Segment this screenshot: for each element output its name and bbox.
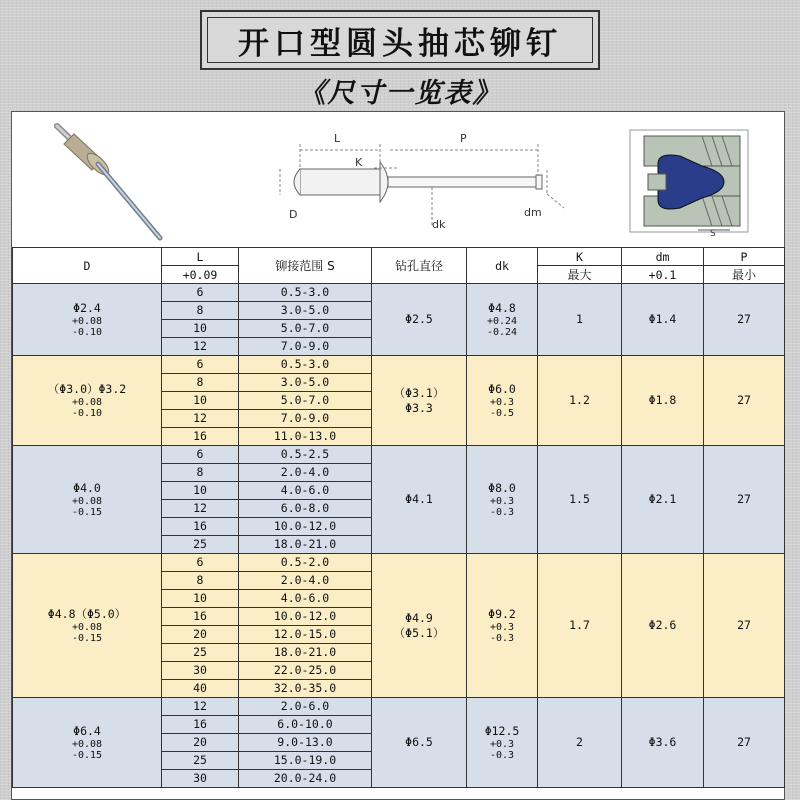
d-tol-plus: +0.08	[71, 316, 103, 327]
cell-L: 8	[162, 302, 239, 320]
cell-P: 27	[704, 356, 785, 446]
header-P-sub: 最小	[704, 266, 785, 284]
header-K: K	[538, 248, 622, 266]
table-row	[13, 356, 785, 374]
cell-K: 1.2	[538, 356, 622, 446]
cell-dm: Φ2.1	[622, 446, 704, 554]
cell-L: 12	[162, 410, 239, 428]
dk-value: Φ12.5	[484, 724, 520, 738]
cell-S: 6.0-8.0	[239, 500, 372, 518]
cell-L: 30	[162, 662, 239, 680]
rivet-dimension-drawing	[280, 132, 564, 231]
d-value: Φ4.0	[73, 481, 101, 495]
d-tol-minus: -0.15	[71, 507, 103, 518]
cell-S: 0.5-2.0	[239, 554, 372, 572]
rivet-photo	[57, 126, 160, 238]
diagram-panel	[12, 112, 784, 247]
dk-value: Φ4.8	[488, 301, 516, 315]
cell-L: 30	[162, 770, 239, 788]
cell-L: 16	[162, 608, 239, 626]
cell-L: 20	[162, 734, 239, 752]
cell-hole	[372, 554, 467, 698]
header-P: P	[704, 248, 785, 266]
table-row	[13, 284, 785, 302]
cell-S: 0.5-3.0	[239, 284, 372, 302]
cell-K: 1	[538, 284, 622, 356]
dk-tol-plus: +0.24	[486, 316, 518, 327]
d-value: Φ2.4	[73, 301, 101, 315]
table-body	[13, 284, 785, 788]
cell-P: 27	[704, 446, 785, 554]
cell-dk	[467, 446, 538, 554]
cell-K: 1.5	[538, 446, 622, 554]
cell-S: 20.0-24.0	[239, 770, 372, 788]
cell-S: 3.0-5.0	[239, 374, 372, 392]
cell-S: 12.0-15.0	[239, 626, 372, 644]
header-L-tol: +0.09	[162, 266, 239, 284]
cell-D	[13, 446, 162, 554]
cell-L: 6	[162, 356, 239, 374]
cell-L: 10	[162, 392, 239, 410]
d-value: （Φ3.0）Φ3.2	[47, 382, 127, 396]
hole-value: （Φ3.1）	[393, 385, 445, 400]
cell-hole	[372, 356, 467, 446]
cell-dm: Φ2.6	[622, 554, 704, 698]
cell-L: 10	[162, 482, 239, 500]
d-tol-minus: -0.15	[71, 750, 103, 761]
cell-dm: Φ3.6	[622, 698, 704, 788]
header-L: L	[162, 248, 239, 266]
cell-D	[13, 554, 162, 698]
hole-value: Φ6.5	[405, 735, 433, 749]
d-tol-minus: -0.10	[71, 327, 103, 338]
cell-S: 7.0-9.0	[239, 338, 372, 356]
d-tol-plus: +0.08	[71, 397, 103, 408]
label-dm: dm	[524, 206, 542, 219]
cell-L: 8	[162, 464, 239, 482]
cell-L: 25	[162, 752, 239, 770]
hole-value: （Φ5.1）	[393, 625, 445, 640]
spec-sheet	[11, 111, 785, 800]
header-hole: 钻孔直径	[372, 248, 467, 284]
cell-S: 11.0-13.0	[239, 428, 372, 446]
dk-value: Φ9.2	[488, 607, 516, 621]
dk-tol-minus: -0.3	[489, 507, 515, 518]
table-row	[13, 554, 785, 572]
d-value: Φ6.4	[73, 724, 101, 738]
cell-L: 8	[162, 374, 239, 392]
cell-dk	[467, 284, 538, 356]
header-S: 铆接范围 S	[239, 248, 372, 284]
label-dk: dk	[432, 218, 446, 231]
cell-hole	[372, 446, 467, 554]
dk-tol-plus: +0.3	[489, 622, 515, 633]
cell-L: 40	[162, 680, 239, 698]
cell-L: 16	[162, 716, 239, 734]
cell-S: 5.0-7.0	[239, 320, 372, 338]
cell-S: 3.0-5.0	[239, 302, 372, 320]
dimension-table	[12, 247, 785, 788]
dk-tol-plus: +0.3	[489, 397, 515, 408]
hole-value: Φ3.3	[405, 400, 433, 415]
hole-value: Φ2.5	[405, 312, 433, 326]
cell-S: 22.0-25.0	[239, 662, 372, 680]
table-row	[13, 446, 785, 464]
cell-S: 18.0-21.0	[239, 536, 372, 554]
cell-L: 25	[162, 536, 239, 554]
header-K-sub: 最大	[538, 266, 622, 284]
cell-L: 12	[162, 698, 239, 716]
d-tol-plus: +0.08	[71, 622, 103, 633]
cell-L: 20	[162, 626, 239, 644]
cell-L: 12	[162, 500, 239, 518]
cell-S: 15.0-19.0	[239, 752, 372, 770]
cell-S: 4.0-6.0	[239, 590, 372, 608]
page-title: 开口型圆头抽芯铆钉	[207, 17, 593, 63]
cell-hole	[372, 698, 467, 788]
table-row	[13, 698, 785, 716]
cell-D	[13, 356, 162, 446]
d-tol-plus: +0.08	[71, 739, 103, 750]
cell-S: 0.5-2.5	[239, 446, 372, 464]
title-frame	[200, 10, 600, 70]
header-dk: dk	[467, 248, 538, 284]
dk-value: Φ6.0	[488, 382, 516, 396]
cell-L: 16	[162, 428, 239, 446]
cell-S: 18.0-21.0	[239, 644, 372, 662]
d-tol-minus: -0.15	[71, 633, 103, 644]
label-L: L	[334, 132, 341, 145]
cell-dk	[467, 554, 538, 698]
d-value: Φ4.8（Φ5.0）	[47, 607, 127, 621]
cell-dk	[467, 356, 538, 446]
d-tol-plus: +0.08	[71, 496, 103, 507]
label-D: D	[289, 208, 298, 221]
cell-L: 10	[162, 590, 239, 608]
label-P: P	[460, 132, 467, 145]
cell-S: 2.0-4.0	[239, 572, 372, 590]
cell-L: 25	[162, 644, 239, 662]
cell-S: 7.0-9.0	[239, 410, 372, 428]
page-subtitle: 《尺寸一览表》	[298, 78, 502, 109]
hole-value: Φ4.9	[405, 610, 433, 625]
label-S: S	[710, 229, 716, 239]
cell-L: 6	[162, 554, 239, 572]
cell-S: 0.5-3.0	[239, 356, 372, 374]
cell-S: 10.0-12.0	[239, 518, 372, 536]
cell-D	[13, 284, 162, 356]
cell-L: 6	[162, 284, 239, 302]
header-dm-tol: +0.1	[622, 266, 704, 284]
cell-K: 1.7	[538, 554, 622, 698]
cell-D	[13, 698, 162, 788]
cell-L: 12	[162, 338, 239, 356]
cell-S: 2.0-4.0	[239, 464, 372, 482]
dk-tol-plus: +0.3	[489, 739, 515, 750]
header-D: D	[13, 248, 162, 284]
hole-value: Φ4.1	[405, 492, 433, 506]
dk-value: Φ8.0	[488, 481, 516, 495]
header-dm: dm	[622, 248, 704, 266]
cell-S: 9.0-13.0	[239, 734, 372, 752]
cell-S: 10.0-12.0	[239, 608, 372, 626]
label-K: K	[355, 156, 363, 169]
cell-S: 5.0-7.0	[239, 392, 372, 410]
dk-tol-minus: -0.3	[489, 633, 515, 644]
dk-tol-plus: +0.3	[489, 496, 515, 507]
cell-L: 6	[162, 446, 239, 464]
d-tol-minus: -0.10	[71, 408, 103, 419]
cell-K: 2	[538, 698, 622, 788]
cell-P: 27	[704, 284, 785, 356]
cell-dm: Φ1.8	[622, 356, 704, 446]
cell-S: 4.0-6.0	[239, 482, 372, 500]
dk-tol-minus: -0.5	[489, 408, 515, 419]
cell-L: 16	[162, 518, 239, 536]
dk-tol-minus: -0.24	[486, 327, 518, 338]
rivet-section-view	[630, 130, 748, 239]
dk-tol-minus: -0.3	[489, 750, 515, 761]
cell-S: 2.0-6.0	[239, 698, 372, 716]
cell-P: 27	[704, 698, 785, 788]
cell-dm: Φ1.4	[622, 284, 704, 356]
cell-L: 8	[162, 572, 239, 590]
cell-S: 6.0-10.0	[239, 716, 372, 734]
cell-P: 27	[704, 554, 785, 698]
cell-hole	[372, 284, 467, 356]
cell-L: 10	[162, 320, 239, 338]
cell-dk	[467, 698, 538, 788]
cell-S: 32.0-35.0	[239, 680, 372, 698]
